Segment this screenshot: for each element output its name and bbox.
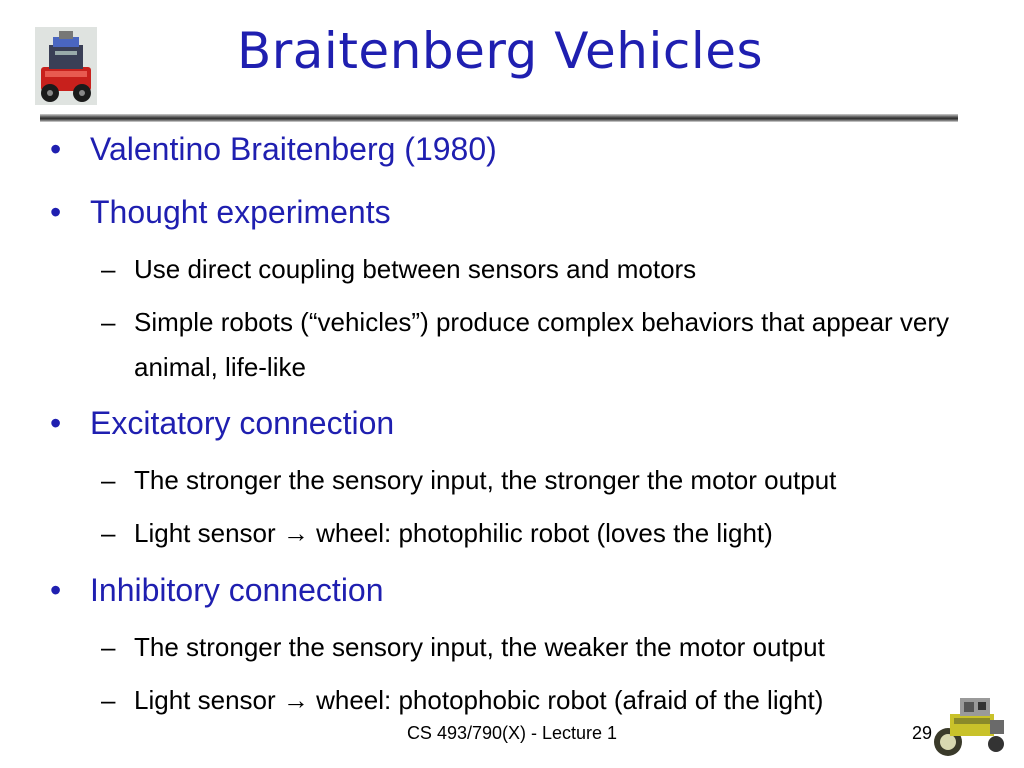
sub-bullet-marker: – bbox=[101, 254, 116, 284]
sub-bullet-text: Simple robots (“vehicles”) produce complex behaviors that appear very animal, life-like bbox=[134, 307, 950, 382]
bullet-text: Inhibitory connection bbox=[90, 572, 384, 608]
bullet-marker: • bbox=[50, 194, 62, 230]
bullet-text: Thought experiments bbox=[90, 194, 391, 230]
sub-bullet-text: Light sensor → wheel: photophilic robot (loves the light) bbox=[134, 518, 773, 548]
sub-bullet-text: The stronger the sensory input, the stronger the motor output bbox=[134, 465, 837, 495]
sub-bullet-marker: – bbox=[101, 307, 116, 337]
sub-bullet-text: Use direct coupling between sensors and motors bbox=[134, 254, 697, 284]
sub-bullet-item bbox=[101, 625, 1001, 670]
slide-title: Braitenberg Vehicles bbox=[236, 22, 764, 80]
sub-bullet-item bbox=[101, 247, 941, 292]
bullet-text: Valentino Braitenberg (1980) bbox=[90, 131, 497, 167]
sub-bullet-text: The stronger the sensory input, the weaker the motor output bbox=[134, 632, 825, 662]
sub-bullet-item bbox=[101, 458, 1001, 503]
title-divider bbox=[40, 114, 958, 122]
sub-bullet-marker: – bbox=[101, 632, 116, 662]
footer-course-label: CS 493/790(X) - Lecture 1 bbox=[406, 723, 618, 743]
bullet-item bbox=[50, 572, 384, 609]
bullet-item bbox=[50, 194, 391, 231]
bullet-text: Excitatory connection bbox=[90, 405, 395, 441]
bullet-marker: • bbox=[50, 572, 62, 608]
slide-number: 29 bbox=[911, 723, 932, 743]
robot-corner-icon bbox=[930, 680, 1010, 760]
bullet-item bbox=[50, 405, 394, 442]
sub-bullet-item bbox=[101, 300, 951, 390]
bullet-item bbox=[50, 131, 497, 168]
sub-bullet-item bbox=[101, 511, 1001, 556]
sub-bullet-text: Light sensor → wheel: photophobic robot (afraid of the light) bbox=[134, 685, 824, 715]
sub-bullet-marker: – bbox=[101, 518, 116, 548]
bullet-marker: • bbox=[50, 131, 62, 167]
bullet-marker: • bbox=[50, 405, 62, 441]
sub-bullet-item bbox=[101, 678, 1001, 723]
sub-bullet-marker: – bbox=[101, 685, 116, 715]
sub-bullet-marker: – bbox=[101, 465, 116, 495]
